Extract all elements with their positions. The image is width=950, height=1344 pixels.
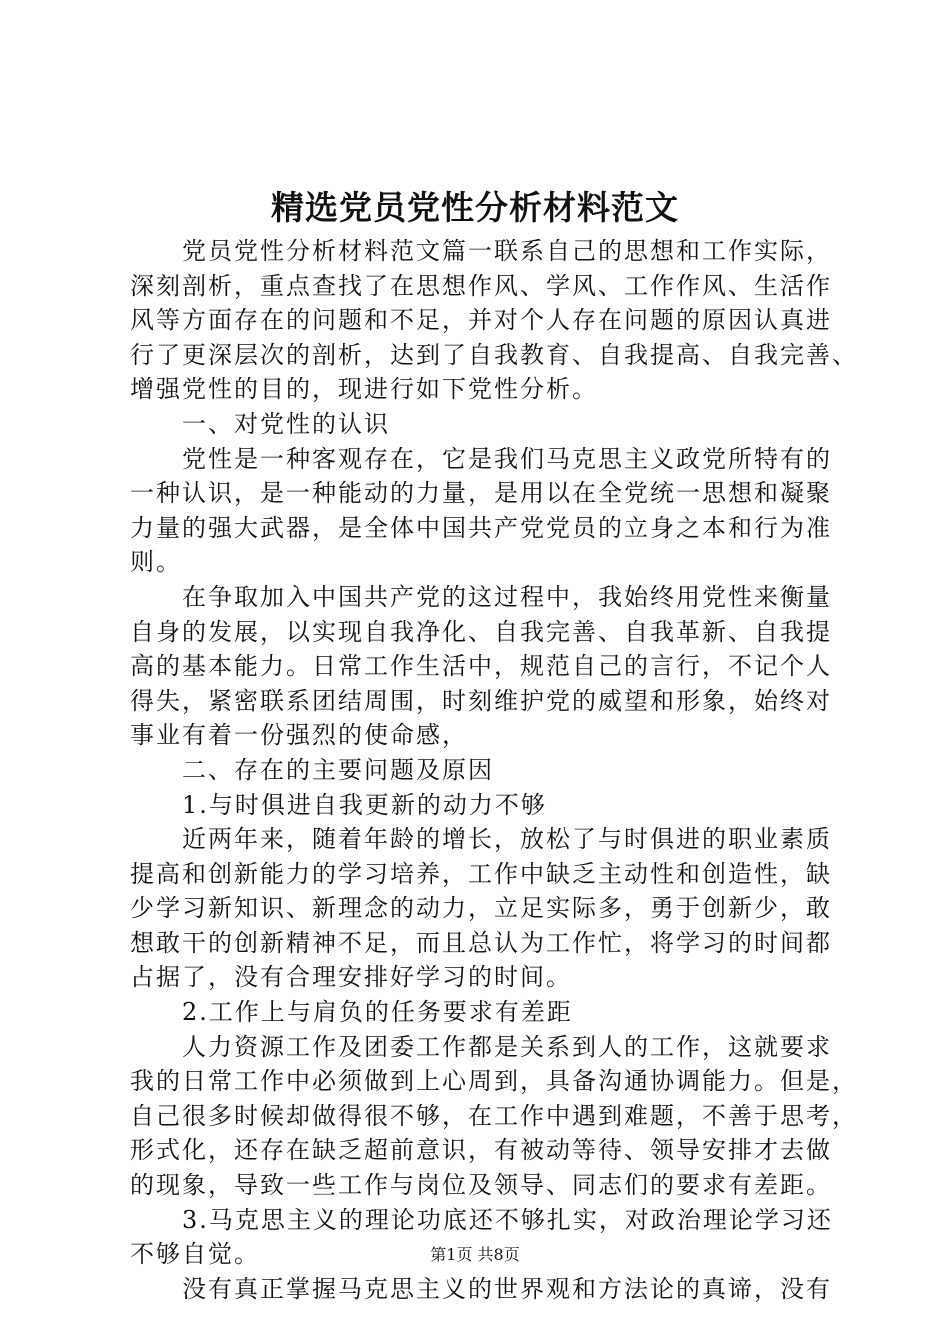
text-line: 一种认识，是一种能动的力量，是用以在全党统一思想和凝聚 (130, 479, 832, 508)
text-line: 二、存在的主要问题及原因 (182, 755, 494, 784)
text-line: 想敢干的创新精神不足，而且总认为工作忙，将学习的时间都 (130, 928, 832, 957)
text-line: 不够自觉。 (130, 1240, 260, 1269)
text-line: 近两年来，随着年龄的增长，放松了与时俱进的职业素质 (182, 825, 832, 854)
page-title: 精选党员党性分析材料范文 (271, 188, 679, 227)
text-line: 提高和创新能力的学习培养，工作中缺乏主动性和创造性，缺 (130, 859, 832, 888)
text-line: 一、对党性的认识 (182, 409, 390, 438)
text-line: 1.与时俱进自我更新的动力不够 (182, 790, 547, 819)
text-line: 则。 (130, 548, 182, 577)
text-line: 2.工作上与肩负的任务要求有差距 (182, 998, 573, 1027)
text-line: 自己很多时候却做得很不够，在工作中遇到难题，不善于思考， (130, 1101, 858, 1130)
text-line: 占据了，没有合理安排好学习的时间。 (130, 963, 572, 992)
text-line: 没有真正掌握马克思主义的世界观和方法论的真谛，没有 (182, 1274, 832, 1303)
text-line: 我的日常工作中必须做到上心周到，具备沟通协调能力。但是， (130, 1067, 858, 1096)
text-line: 形式化，还存在缺乏超前意识，有被动等待、领导安排才去做 (130, 1136, 832, 1165)
page-footer: 第1页 共8页 (430, 1245, 520, 1264)
text-line: 自身的发展，以实现自我净化、自我完善、自我革新、自我提 (130, 617, 832, 646)
text-line: 在争取加入中国共产党的这过程中，我始终用党性来衡量 (182, 582, 832, 611)
text-line: 高的基本能力。日常工作生活中，规范自己的言行，不记个人 (130, 652, 832, 681)
text-line: 人力资源工作及团委工作都是关系到人的工作，这就要求 (182, 1032, 832, 1061)
text-line: 党员党性分析材料范文篇一联系自己的思想和工作实际， (182, 237, 832, 265)
text-line: 行了更深层次的剖析，达到了自我教育、自我提高、自我完善、 (130, 340, 858, 369)
text-line: 事业有着一份强烈的使命感， (130, 721, 468, 750)
text-line: 深刻剖析，重点查找了在思想作风、学风、工作作风、生活作 (130, 271, 832, 300)
text-line: 党性是一种客观存在，它是我们马克思主义政党所特有的 (182, 444, 832, 473)
document-body (130, 234, 858, 1306)
text-line: 3.马克思主义的理论功底还不够扎实，对政治理论学习还 (182, 1205, 833, 1234)
text-line: 少学习新知识、新理念的动力，立足实际多，勇于创新少，敢 (130, 894, 832, 923)
text-line: 增强党性的目的，现进行如下党性分析。 (130, 375, 598, 404)
text-line: 力量的强大武器，是全体中国共产党党员的立身之本和行为准 (130, 513, 832, 542)
text-line: 得失，紧密联系团结周围，时刻维护党的威望和形象，始终对 (130, 686, 832, 715)
text-line: 的现象，导致一些工作与岗位及领导、同志们的要求有差距。 (130, 1171, 832, 1200)
text-line: 风等方面存在的问题和不足，并对个人存在问题的原因认真进 (130, 306, 832, 335)
